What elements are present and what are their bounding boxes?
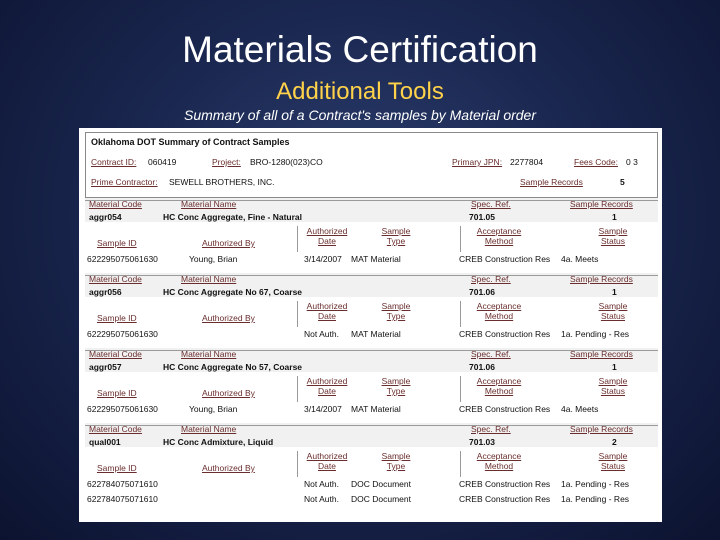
authorized-by-label: Authorized By — [202, 313, 255, 323]
sample-type: DOC Document — [351, 479, 411, 489]
spec-ref-label: Spec. Ref. — [471, 424, 511, 434]
sample-status: 4a. Meets — [561, 404, 599, 414]
column-divider — [460, 226, 461, 252]
acceptance-method: CREB Construction Res — [459, 329, 551, 339]
sample-type: MAT Material — [351, 254, 401, 264]
spec-ref-label: Spec. Ref. — [471, 349, 511, 359]
material-name: HC Conc Aggregate, Fine - Natural — [163, 212, 303, 222]
authorized-by: Young, Brian — [189, 404, 238, 414]
material-name-label: Material Name — [181, 199, 237, 209]
sample-type: MAT Material — [351, 329, 401, 339]
sample-type-label: Sample Type — [381, 451, 411, 471]
project-value: BRO-1280(023)CO — [250, 157, 323, 167]
prime-contractor-value: SEWELL BROTHERS, INC. — [169, 177, 275, 187]
authorized-date-label: Authorized Date — [306, 376, 348, 396]
material-code-label: Material Code — [89, 199, 142, 209]
material-code: aggr056 — [89, 287, 122, 297]
sample-id-label: Sample ID — [97, 463, 137, 473]
fees-code-label: Fees Code: — [574, 157, 618, 167]
sample-id-label: Sample ID — [97, 388, 137, 398]
acceptance-method-label: Acceptance Method — [476, 226, 522, 246]
acceptance-method-label: Acceptance Method — [476, 301, 522, 321]
acceptance-method: CREB Construction Res — [459, 494, 551, 504]
acceptance-method: CREB Construction Res — [459, 254, 551, 264]
authorized-by-label: Authorized By — [202, 463, 255, 473]
sample-records-col-label: Sample Records — [570, 274, 633, 284]
authorized-date-label: Authorized Date — [306, 301, 348, 321]
sample-records-label: Sample Records — [520, 177, 583, 187]
slide-subtitle: Additional Tools — [276, 78, 444, 105]
sample-status: 4a. Meets — [561, 254, 599, 264]
sample-type-label: Sample Type — [381, 376, 411, 396]
authorized-by-label: Authorized By — [202, 388, 255, 398]
sample-id: 622295075061630 — [87, 404, 158, 414]
sample-status-label: Sample Status — [598, 226, 628, 246]
sample-status-label: Sample Status — [598, 301, 628, 321]
spec-ref: 701.06 — [469, 287, 495, 297]
authorized-date-label: Authorized Date — [306, 226, 348, 246]
column-divider — [297, 376, 298, 402]
sample-type: DOC Document — [351, 494, 411, 504]
authorized-date: 3/14/2007 — [304, 254, 342, 264]
material-record-count: 1 — [612, 287, 617, 297]
authorized-date: Not Auth. — [304, 329, 339, 339]
sample-records-total: 5 — [620, 177, 625, 187]
sample-id-label: Sample ID — [97, 313, 137, 323]
slide-title: Materials Certification — [182, 29, 538, 70]
material-code-label: Material Code — [89, 274, 142, 284]
material-name-label: Material Name — [181, 274, 237, 284]
sample-type-label: Sample Type — [381, 301, 411, 321]
sample-records-col-label: Sample Records — [570, 349, 633, 359]
material-code-label: Material Code — [89, 349, 142, 359]
sample-id: 622784075071610 — [87, 479, 158, 489]
sample-status-label: Sample Status — [598, 376, 628, 396]
acceptance-method-label: Acceptance Method — [476, 376, 522, 396]
column-divider — [460, 301, 461, 327]
slide-caption: Summary of all of a Contract's samples by Material order — [183, 107, 537, 123]
sample-records-col-label: Sample Records — [570, 199, 633, 209]
sample-id: 622295075061630 — [87, 329, 158, 339]
primary-jpn-label: Primary JPN: — [452, 157, 503, 167]
acceptance-method: CREB Construction Res — [459, 404, 551, 414]
column-divider — [460, 451, 461, 477]
contract-id-value: 060419 — [148, 157, 177, 167]
material-name: HC Conc Aggregate No 57, Coarse — [163, 362, 303, 372]
column-divider — [297, 451, 298, 477]
authorized-by: Young, Brian — [189, 254, 238, 264]
column-divider — [297, 301, 298, 327]
spec-ref-label: Spec. Ref. — [471, 274, 511, 284]
fees-code-value: 0 3 — [626, 157, 638, 167]
sample-status: 1a. Pending - Res — [561, 494, 630, 504]
sample-status-label: Sample Status — [598, 451, 628, 471]
sample-status: 1a. Pending - Res — [561, 479, 630, 489]
spec-ref: 701.03 — [469, 437, 495, 447]
sample-id-label: Sample ID — [97, 238, 137, 248]
primary-jpn-value: 2277804 — [510, 157, 544, 167]
sample-type-label: Sample Type — [381, 226, 411, 246]
column-divider — [460, 376, 461, 402]
sample-id: 622784075071610 — [87, 494, 158, 504]
column-divider — [297, 226, 298, 252]
spec-ref-label: Spec. Ref. — [471, 199, 511, 209]
acceptance-method-label: Acceptance Method — [476, 451, 522, 471]
material-record-count: 2 — [612, 437, 617, 447]
spec-ref: 701.06 — [469, 362, 495, 372]
material-code: qual001 — [89, 437, 121, 447]
authorized-date: Not Auth. — [304, 494, 339, 504]
material-code: aggr057 — [89, 362, 122, 372]
authorized-date: Not Auth. — [304, 479, 339, 489]
material-name-label: Material Name — [181, 424, 237, 434]
authorized-date: 3/14/2007 — [304, 404, 342, 414]
report-screenshot — [79, 128, 662, 522]
sample-status: 1a. Pending - Res — [561, 329, 630, 339]
prime-contractor-label: Prime Contractor: — [91, 177, 158, 187]
sample-records-col-label: Sample Records — [570, 424, 633, 434]
material-name: HC Conc Admixture, Liquid — [163, 437, 274, 447]
sample-type: MAT Material — [351, 404, 401, 414]
material-name-label: Material Name — [181, 349, 237, 359]
report-title: Oklahoma DOT Summary of Contract Samples — [91, 137, 290, 147]
material-name: HC Conc Aggregate No 67, Coarse — [163, 287, 303, 297]
project-label: Project: — [212, 157, 241, 167]
material-code-label: Material Code — [89, 424, 142, 434]
spec-ref: 701.05 — [469, 212, 495, 222]
material-record-count: 1 — [612, 212, 617, 222]
material-record-count: 1 — [612, 362, 617, 372]
contract-id-label: Contract ID: — [91, 157, 137, 167]
authorized-by-label: Authorized By — [202, 238, 255, 248]
authorized-date-label: Authorized Date — [306, 451, 348, 471]
material-code: aggr054 — [89, 212, 122, 222]
sample-id: 622295075061630 — [87, 254, 158, 264]
acceptance-method: CREB Construction Res — [459, 479, 551, 489]
